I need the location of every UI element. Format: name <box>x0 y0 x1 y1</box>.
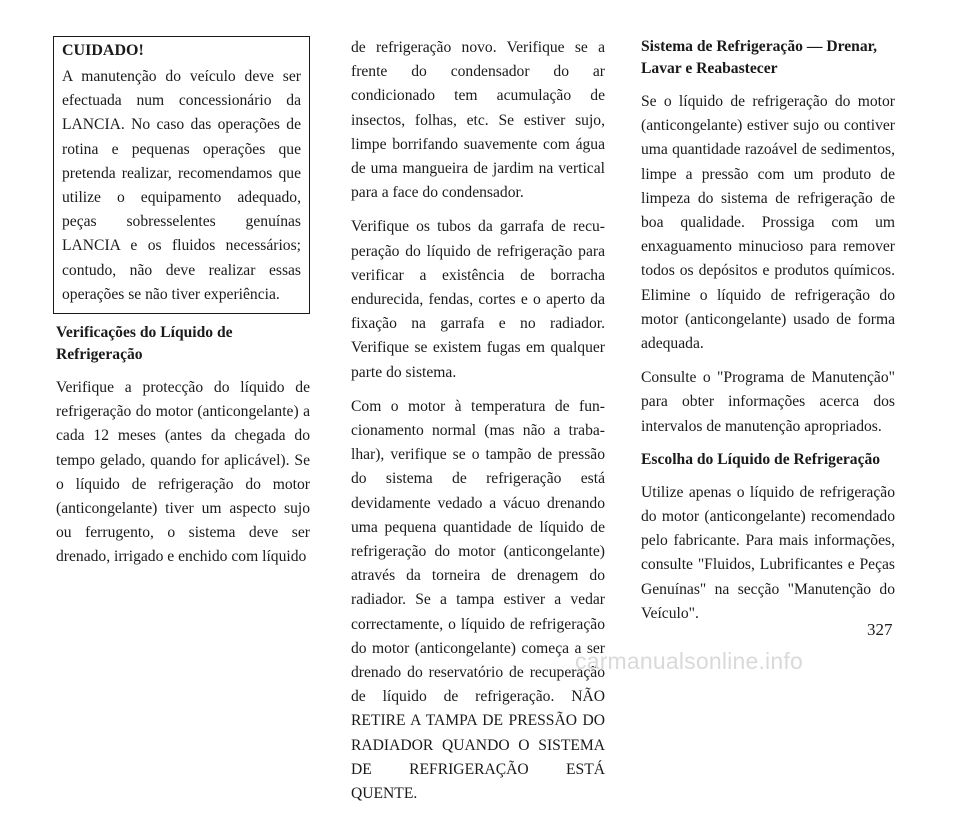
section-heading-drain-flush: Sistema de Refrigeração — Drenar, Lavar e Reabastecer <box>641 38 878 77</box>
coolant-selection-paragraph: Utilize apenas o líquido de refrigeração do motor (anticongelante) recomendado pelo fabricante. Para mais informações, consulte "Fluidos, Lubrificantes e Peças Genuínas" na secção "Manutenção do Veículo". <box>641 483 895 622</box>
drain-flush-paragraph: Se o líquido de refrigeração do motor (anticongelante) estiver sujo ou contiver uma quantidade razoável de sedimentos, limpe a pressão com um produto de limpeza do sistema de refrigeração de boa qualidade. Prossiga com um enxaguamento minucioso para remover todos os depósitos e produtos químicos. Elimine o líquido de refrigeração do motor (anticongelante) usado de forma adequada. <box>641 93 895 353</box>
caution-text: A manutenção do veículo deve ser efectuada num concessionário da LANCIA. No caso das operações de rotina e pequenas operações que pretenda realizar, recomendamos que utilize o equipamento adequado, peças sobresselentes genuínas LANCIA e os fluidos necessários; contudo, não deve realizar essas operações se não tiver experiência. <box>62 68 301 303</box>
column-1 <box>56 36 310 580</box>
section-heading-coolant-selection: Escolha do Líquido de Refrigeração <box>641 450 881 468</box>
coolant-checks-paragraph: Verifique a protecção do líquido de refrigeração do motor (anticongelante) a cada 12 meses (antes da chegada do tempo gelado, quando for aplicável). Se o líquido de refrigeração do motor (anticongelante) tiver um aspecto sujo ou ferrugento, o sistema deve ser drenado, irrigado e enchido com líquido <box>56 379 310 566</box>
caution-title: CUIDADO! <box>62 42 144 59</box>
page-number: 327 <box>867 620 893 639</box>
column-2 <box>351 36 605 816</box>
coolant-checks-continuation: de refrigeração novo. Verifique se a frente do condensador do ar condicionado tem acumulação de insectos, folhas, etc. Se estiver sujo, limpe borrifando suavemente com água de uma mangueira de jardim na vertical para a face do condensador. <box>351 39 605 202</box>
watermark-logo: carmanualsonline.info <box>575 648 803 674</box>
column-3 <box>641 36 895 636</box>
hoses-paragraph: Verifique os tubos da garrafa de recuperação do líquido de refrigeração para verificar a existência de borracha endurecida, fendas, cortes e o aperto da fixação na garrafa e no radiador. Verifique se existem fugas em qualquer parte do sistema. <box>351 218 605 381</box>
pressure-cap-paragraph: Com o motor à temperatura de funcionamento normal (mas não a trabalhar), verifique se o tampão de pressão do sistema de refrigeração está devidamente vedado a vácuo drenando uma pequena quantidade de líquido de refrigeração do motor (anticongelante) através da torneira de drenagem do radiador. Se a tampa estiver a vedar correctamente, o líquido de refrigeração do motor (anticongelante) começa a ser drenado do reservatório de recuperação de líquido de refrigeração. NÃO RETIRE A TAMPA DE PRESSÃO DO RADIADOR QUANDO O SISTEMA DE REFRIGERAÇÃO ESTÁ QUENTE. <box>351 397 605 803</box>
maintenance-schedule-paragraph: Consulte o "Programa de Manutenção" para obter informações acerca dos intervalos de manutenção apropriados. <box>641 369 895 435</box>
section-heading-coolant-checks: Verificações do Líquido de Refrigeração <box>56 324 233 364</box>
caution-box <box>53 36 310 314</box>
